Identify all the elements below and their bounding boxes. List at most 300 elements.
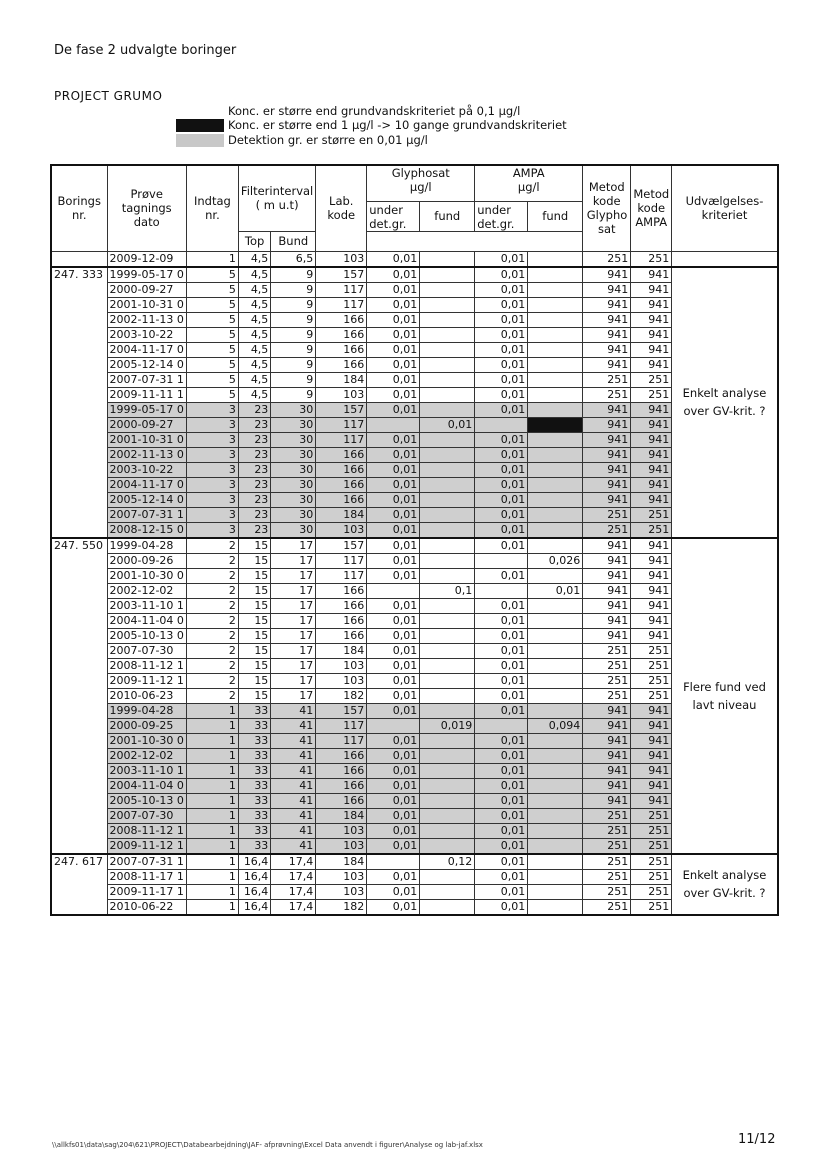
date-cell: 2003-11-10 1 — [107, 763, 186, 778]
metod-ampa-cell: 941 — [631, 417, 672, 432]
table-row — [51, 357, 778, 372]
metod-glyphosat-cell: 941 — [583, 763, 631, 778]
ampa-under-cell: 0,01 — [475, 282, 528, 297]
glyphosat-fund-cell: 0,1 — [420, 583, 475, 598]
date-cell: 2004-11-17 0 — [107, 477, 186, 492]
ampa-fund-cell — [528, 854, 583, 870]
date-cell: 1999-05-17 0 — [107, 402, 186, 417]
indtag-cell: 2 — [186, 538, 238, 554]
glyphosat-fund-cell — [420, 342, 475, 357]
metod-glyphosat-cell: 251 — [583, 673, 631, 688]
metod-glyphosat-cell: 941 — [583, 267, 631, 283]
ampa-under-cell: 0,01 — [475, 598, 528, 613]
glyphosat-under-cell: 0,01 — [367, 522, 420, 538]
top-cell: 33 — [238, 838, 270, 854]
glyphosat-under-cell: 0,01 — [367, 733, 420, 748]
indtag-cell: 1 — [186, 884, 238, 899]
metod-ampa-cell: 251 — [631, 688, 672, 703]
lab-code-cell: 103 — [316, 838, 367, 854]
lab-code-cell: 166 — [316, 583, 367, 598]
lab-code-cell: 117 — [316, 718, 367, 733]
glyphosat-fund-cell — [420, 838, 475, 854]
indtag-cell: 5 — [186, 282, 238, 297]
lab-code-cell: 103 — [316, 522, 367, 538]
glyphosat-fund-cell — [420, 312, 475, 327]
table-row — [51, 703, 778, 718]
date-cell: 2004-11-17 0 — [107, 342, 186, 357]
selection-criterion-cell: Enkelt analyse over GV-krit. ? — [672, 854, 778, 915]
glyphosat-fund-cell — [420, 703, 475, 718]
ampa-fund-cell — [528, 462, 583, 477]
lab-code-cell: 184 — [316, 372, 367, 387]
top-cell: 23 — [238, 432, 270, 447]
glyphosat-under-cell: 0,01 — [367, 387, 420, 402]
glyphosat-under-cell: 0,01 — [367, 763, 420, 778]
ampa-under-cell: 0,01 — [475, 522, 528, 538]
ampa-fund-cell — [528, 267, 583, 283]
glyphosat-under-cell: 0,01 — [367, 462, 420, 477]
glyphosat-under-cell: 0,01 — [367, 823, 420, 838]
glyphosat-fund-cell — [420, 778, 475, 793]
ampa-under-cell: 0,01 — [475, 357, 528, 372]
lab-code-cell: 103 — [316, 869, 367, 884]
page-number: 11/12 — [738, 1132, 776, 1147]
table-row — [51, 748, 778, 763]
metod-ampa-cell: 941 — [631, 583, 672, 598]
metod-glyphosat-cell: 941 — [583, 703, 631, 718]
ampa-under-cell: 0,01 — [475, 447, 528, 462]
metod-glyphosat-cell: 941 — [583, 598, 631, 613]
lab-code-cell: 166 — [316, 628, 367, 643]
table-row — [51, 884, 778, 899]
glyphosat-under-cell: 0,01 — [367, 688, 420, 703]
table-row — [51, 869, 778, 884]
metod-glyphosat-cell: 941 — [583, 402, 631, 417]
glyphosat-under-cell: 0,01 — [367, 658, 420, 673]
metod-glyphosat-cell: 941 — [583, 553, 631, 568]
table-row — [51, 553, 778, 568]
metod-glyphosat-cell: 941 — [583, 477, 631, 492]
table-row — [51, 297, 778, 312]
bund-cell: 30 — [271, 417, 316, 432]
metod-glyphosat-cell: 251 — [583, 522, 631, 538]
date-cell: 2005-10-13 0 — [107, 793, 186, 808]
top-cell: 4,5 — [238, 282, 270, 297]
date-cell: 2000-09-26 — [107, 553, 186, 568]
date-cell: 2001-10-30 0 — [107, 733, 186, 748]
bund-cell: 17 — [271, 538, 316, 554]
table-row — [51, 583, 778, 598]
metod-ampa-cell: 941 — [631, 763, 672, 778]
ampa-fund-cell — [528, 613, 583, 628]
top-cell: 23 — [238, 507, 270, 522]
lab-code-cell: 103 — [316, 387, 367, 402]
metod-glyphosat-cell: 251 — [583, 854, 631, 870]
ampa-under-cell: 0,01 — [475, 869, 528, 884]
glyphosat-fund-cell — [420, 372, 475, 387]
lab-code-cell: 166 — [316, 477, 367, 492]
ampa-under-cell: 0,01 — [475, 387, 528, 402]
indtag-cell: 3 — [186, 492, 238, 507]
lab-code-cell: 103 — [316, 658, 367, 673]
metod-glyphosat-cell: 941 — [583, 613, 631, 628]
metod-glyphosat-cell: 941 — [583, 778, 631, 793]
glyphosat-under-cell: 0,01 — [367, 538, 420, 554]
glyphosat-fund-cell — [420, 492, 475, 507]
legend-text: Konc. er større end 1 µg/l -> 10 gange grundvandskriteriet — [228, 118, 567, 132]
metod-glyphosat-cell: 941 — [583, 628, 631, 643]
metod-ampa-cell: 941 — [631, 793, 672, 808]
table-row — [51, 417, 778, 432]
bund-cell: 17 — [271, 613, 316, 628]
ampa-under-cell: 0,01 — [475, 838, 528, 854]
metod-ampa-cell: 941 — [631, 297, 672, 312]
glyphosat-fund-cell — [420, 402, 475, 417]
ampa-fund-cell — [528, 598, 583, 613]
glyphosat-under-cell: 0,01 — [367, 568, 420, 583]
glyphosat-fund-cell — [420, 899, 475, 915]
ampa-fund-cell — [528, 327, 583, 342]
ampa-under-cell — [475, 417, 528, 432]
date-cell: 2002-12-02 — [107, 748, 186, 763]
ampa-under-cell: 0,01 — [475, 673, 528, 688]
metod-ampa-cell: 251 — [631, 387, 672, 402]
indtag-cell: 2 — [186, 658, 238, 673]
top-cell: 23 — [238, 462, 270, 477]
metod-ampa-cell: 941 — [631, 477, 672, 492]
ampa-fund-cell: 0,026 — [528, 553, 583, 568]
top-cell: 33 — [238, 718, 270, 733]
ampa-under-cell: 0,01 — [475, 402, 528, 417]
table-row — [51, 342, 778, 357]
col-header-bund: Bund — [271, 231, 316, 251]
table-row — [51, 688, 778, 703]
lab-code-cell: 157 — [316, 703, 367, 718]
table-row — [51, 447, 778, 462]
lab-code-cell: 157 — [316, 402, 367, 417]
date-cell: 2004-11-04 0 — [107, 778, 186, 793]
glyphosat-fund-cell — [420, 598, 475, 613]
glyphosat-under-cell: 0,01 — [367, 778, 420, 793]
glyphosat-under-cell: 0,01 — [367, 477, 420, 492]
selection-criterion-cell — [672, 251, 778, 267]
metod-glyphosat-cell: 251 — [583, 507, 631, 522]
metod-glyphosat-cell: 941 — [583, 417, 631, 432]
table-row — [51, 673, 778, 688]
top-cell: 33 — [238, 778, 270, 793]
indtag-cell: 5 — [186, 372, 238, 387]
glyphosat-under-cell — [367, 417, 420, 432]
date-cell: 1999-04-28 — [107, 538, 186, 554]
col-header-ampa: AMPA µg/l — [475, 165, 583, 201]
metod-ampa-cell: 941 — [631, 613, 672, 628]
top-cell: 23 — [238, 492, 270, 507]
metod-glyphosat-cell: 251 — [583, 869, 631, 884]
top-cell: 4,5 — [238, 297, 270, 312]
ampa-under-cell: 0,01 — [475, 763, 528, 778]
ampa-fund-cell: 0,094 — [528, 718, 583, 733]
metod-glyphosat-cell: 251 — [583, 658, 631, 673]
metod-glyphosat-cell: 941 — [583, 568, 631, 583]
bund-cell: 17,4 — [271, 854, 316, 870]
date-cell: 2002-11-13 0 — [107, 312, 186, 327]
table-row — [51, 462, 778, 477]
ampa-under-cell: 0,01 — [475, 703, 528, 718]
lab-code-cell: 117 — [316, 568, 367, 583]
date-cell: 2000-09-27 — [107, 417, 186, 432]
col-header-metod-ampa: Metod kode AMPA — [631, 165, 672, 251]
ampa-under-cell: 0,01 — [475, 658, 528, 673]
ampa-under-cell: 0,01 — [475, 327, 528, 342]
document-title: De fase 2 udvalgte boringer — [54, 43, 237, 58]
ampa-under-cell: 0,01 — [475, 823, 528, 838]
metod-ampa-cell: 941 — [631, 748, 672, 763]
lab-code-cell: 166 — [316, 327, 367, 342]
table-row — [51, 538, 778, 554]
top-cell: 23 — [238, 522, 270, 538]
lab-code-cell: 103 — [316, 884, 367, 899]
legend-swatch-white — [176, 105, 224, 118]
top-cell: 4,5 — [238, 357, 270, 372]
lab-code-cell: 166 — [316, 613, 367, 628]
indtag-cell: 1 — [186, 763, 238, 778]
bund-cell: 30 — [271, 522, 316, 538]
metod-glyphosat-cell: 251 — [583, 808, 631, 823]
date-cell: 2003-11-10 1 — [107, 598, 186, 613]
indtag-cell: 3 — [186, 432, 238, 447]
ampa-fund-cell — [528, 869, 583, 884]
glyphosat-fund-cell — [420, 327, 475, 342]
ampa-under-cell: 0,01 — [475, 372, 528, 387]
glyphosat-fund-cell — [420, 673, 475, 688]
metod-glyphosat-cell: 941 — [583, 538, 631, 554]
lab-code-cell: 103 — [316, 251, 367, 267]
metod-ampa-cell: 251 — [631, 658, 672, 673]
glyphosat-under-cell: 0,01 — [367, 297, 420, 312]
indtag-cell: 2 — [186, 598, 238, 613]
ampa-under-cell: 0,01 — [475, 432, 528, 447]
ampa-fund-cell — [528, 808, 583, 823]
col-header-lab: Lab. kode — [316, 165, 367, 251]
metod-ampa-cell: 251 — [631, 507, 672, 522]
date-cell: 2001-10-30 0 — [107, 568, 186, 583]
top-cell: 15 — [238, 583, 270, 598]
top-cell: 4,5 — [238, 342, 270, 357]
metod-glyphosat-cell: 941 — [583, 312, 631, 327]
metod-glyphosat-cell: 251 — [583, 688, 631, 703]
glyphosat-under-cell: 0,01 — [367, 838, 420, 854]
ampa-under-cell — [475, 718, 528, 733]
metod-glyphosat-cell: 941 — [583, 718, 631, 733]
table-row — [51, 432, 778, 447]
ampa-under-cell: 0,01 — [475, 899, 528, 915]
metod-glyphosat-cell: 251 — [583, 838, 631, 854]
ampa-fund-cell — [528, 402, 583, 417]
glyphosat-under-cell: 0,01 — [367, 869, 420, 884]
metod-glyphosat-cell: 941 — [583, 432, 631, 447]
table-row — [51, 628, 778, 643]
glyphosat-under-cell: 0,01 — [367, 342, 420, 357]
ampa-under-cell: 0,01 — [475, 748, 528, 763]
bund-cell: 17 — [271, 658, 316, 673]
top-cell: 15 — [238, 673, 270, 688]
lab-code-cell: 103 — [316, 673, 367, 688]
indtag-cell: 3 — [186, 522, 238, 538]
indtag-cell: 2 — [186, 643, 238, 658]
table-row — [51, 899, 778, 915]
ampa-under-cell — [475, 553, 528, 568]
top-cell: 33 — [238, 748, 270, 763]
date-cell: 2005-12-14 0 — [107, 492, 186, 507]
col-header-under: under det.gr. — [367, 201, 420, 231]
col-header-under-ampa: under det.gr. — [475, 201, 528, 231]
table-row — [51, 808, 778, 823]
lab-code-cell: 117 — [316, 282, 367, 297]
date-cell: 2009-11-17 1 — [107, 884, 186, 899]
top-cell: 33 — [238, 823, 270, 838]
bund-cell: 41 — [271, 778, 316, 793]
metod-ampa-cell: 251 — [631, 838, 672, 854]
top-cell: 23 — [238, 447, 270, 462]
glyphosat-under-cell: 0,01 — [367, 402, 420, 417]
metod-ampa-cell: 251 — [631, 869, 672, 884]
table-row — [51, 613, 778, 628]
ampa-fund-cell — [528, 538, 583, 554]
date-cell: 2007-07-30 — [107, 643, 186, 658]
bund-cell: 17,4 — [271, 884, 316, 899]
table-row — [51, 854, 778, 870]
bund-cell: 41 — [271, 823, 316, 838]
glyphosat-fund-cell — [420, 462, 475, 477]
glyphosat-fund-cell — [420, 869, 475, 884]
table-row — [51, 838, 778, 854]
glyphosat-fund-cell — [420, 808, 475, 823]
bund-cell: 6,5 — [271, 251, 316, 267]
date-cell: 1999-05-17 0 — [107, 267, 186, 283]
glyphosat-under-cell: 0,01 — [367, 899, 420, 915]
date-cell: 2000-09-27 — [107, 282, 186, 297]
indtag-cell: 5 — [186, 312, 238, 327]
indtag-cell: 2 — [186, 688, 238, 703]
lab-code-cell: 166 — [316, 492, 367, 507]
unit-glyphosat: µg/l — [409, 180, 432, 194]
top-cell: 15 — [238, 688, 270, 703]
glyphosat-under-cell: 0,01 — [367, 447, 420, 462]
indtag-cell: 1 — [186, 718, 238, 733]
bund-cell: 41 — [271, 763, 316, 778]
metod-glyphosat-cell: 941 — [583, 342, 631, 357]
metod-glyphosat-cell: 251 — [583, 387, 631, 402]
ampa-fund-cell — [528, 643, 583, 658]
metod-ampa-cell: 251 — [631, 372, 672, 387]
indtag-cell: 3 — [186, 447, 238, 462]
ampa-under-cell: 0,01 — [475, 462, 528, 477]
glyphosat-fund-cell: 0,019 — [420, 718, 475, 733]
date-cell: 2007-07-30 — [107, 808, 186, 823]
metod-ampa-cell: 251 — [631, 673, 672, 688]
boring-number-cell: 247. 333 — [51, 267, 107, 538]
table-row — [51, 387, 778, 402]
glyphosat-under-cell: 0,01 — [367, 312, 420, 327]
date-cell: 1999-04-28 — [107, 703, 186, 718]
table-row — [51, 282, 778, 297]
glyphosat-under-cell: 0,01 — [367, 492, 420, 507]
ampa-fund-cell — [528, 838, 583, 854]
ampa-fund-cell — [528, 282, 583, 297]
lab-code-cell: 184 — [316, 808, 367, 823]
ampa-fund-cell — [528, 342, 583, 357]
metod-ampa-cell: 251 — [631, 823, 672, 838]
table-row — [51, 402, 778, 417]
col-header-borings: Borings nr. — [51, 165, 107, 251]
ampa-fund-cell — [528, 387, 583, 402]
top-cell: 33 — [238, 763, 270, 778]
bund-cell: 30 — [271, 432, 316, 447]
top-cell: 4,5 — [238, 372, 270, 387]
col-header-top: Top — [238, 231, 270, 251]
bund-cell: 9 — [271, 387, 316, 402]
glyphosat-fund-cell: 0,01 — [420, 417, 475, 432]
bund-cell: 17 — [271, 553, 316, 568]
glyphosat-under-cell: 0,01 — [367, 357, 420, 372]
col-header-filter: Filterinterval ( m u.t) — [238, 165, 315, 231]
glyphosat-under-cell — [367, 583, 420, 598]
metod-ampa-cell: 251 — [631, 522, 672, 538]
metod-glyphosat-cell: 941 — [583, 297, 631, 312]
ampa-under-cell: 0,01 — [475, 808, 528, 823]
glyphosat-fund-cell — [420, 823, 475, 838]
bund-cell: 9 — [271, 342, 316, 357]
glyphosat-fund-cell — [420, 447, 475, 462]
metod-ampa-cell: 941 — [631, 703, 672, 718]
indtag-cell: 5 — [186, 327, 238, 342]
bund-cell: 30 — [271, 462, 316, 477]
date-cell: 2005-10-13 0 — [107, 628, 186, 643]
date-cell: 2001-10-31 0 — [107, 297, 186, 312]
indtag-cell: 1 — [186, 733, 238, 748]
table-row — [51, 327, 778, 342]
ampa-fund-cell — [528, 763, 583, 778]
top-cell: 23 — [238, 402, 270, 417]
ampa-fund-cell — [528, 492, 583, 507]
indtag-cell: 2 — [186, 613, 238, 628]
indtag-cell: 5 — [186, 297, 238, 312]
ampa-under-cell: 0,01 — [475, 854, 528, 870]
lab-code-cell: 166 — [316, 357, 367, 372]
bund-cell: 41 — [271, 838, 316, 854]
ampa-under-cell: 0,01 — [475, 312, 528, 327]
ampa-under-cell: 0,01 — [475, 251, 528, 267]
date-cell: 2007-07-31 1 — [107, 372, 186, 387]
legend-swatch-grey — [176, 134, 224, 147]
table-row — [51, 598, 778, 613]
indtag-cell: 1 — [186, 808, 238, 823]
glyphosat-fund-cell — [420, 538, 475, 554]
glyphosat-fund-cell — [420, 884, 475, 899]
indtag-cell: 2 — [186, 553, 238, 568]
date-cell: 2001-10-31 0 — [107, 432, 186, 447]
indtag-cell: 1 — [186, 869, 238, 884]
top-cell: 4,5 — [238, 327, 270, 342]
table-row — [51, 568, 778, 583]
bund-cell: 9 — [271, 372, 316, 387]
unit-ampa: µg/l — [517, 180, 540, 194]
indtag-cell: 2 — [186, 628, 238, 643]
date-cell: 2010-06-23 — [107, 688, 186, 703]
bund-cell: 41 — [271, 808, 316, 823]
glyphosat-under-cell: 0,01 — [367, 553, 420, 568]
glyphosat-under-cell: 0,01 — [367, 748, 420, 763]
